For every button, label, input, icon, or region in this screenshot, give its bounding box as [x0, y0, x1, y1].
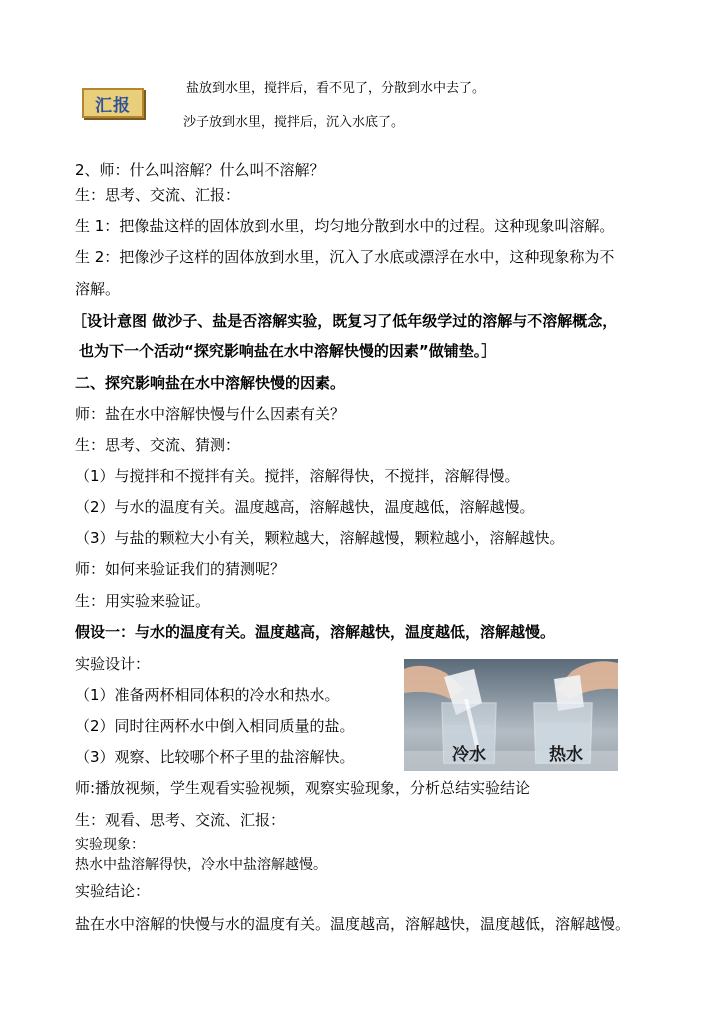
student-report-line: 生：观看、思考、交流、汇报： — [75, 811, 286, 829]
experiment-step: （2）同时往两杯水中倒入相同质量的盐。 — [75, 717, 355, 735]
hot-water-label: 热水 — [549, 745, 583, 765]
report-badge — [82, 88, 144, 118]
report-line-sand: 沙子放到水里，搅拌后，沉入水底了。 — [183, 115, 405, 130]
guess-item: （2）与水的温度有关。温度越高，溶解越快，温度越低，溶解越慢。 — [75, 498, 535, 516]
phenomenon-text: 热水中盐溶解得快，冷水中盐溶解越慢。 — [75, 857, 327, 873]
student1-answer: 生 1：把像盐这样的固体放到水里，均匀地分散到水中的过程。这种现象叫溶解。 — [75, 217, 615, 235]
phenomenon-label: 实验现象： — [75, 837, 145, 853]
hypothesis1-title: 假设一：与水的温度有关。温度越高，溶解越快，温度越低，溶解越慢。 — [75, 623, 556, 641]
student-guess-line: 生：思考、交流、猜测： — [75, 436, 241, 454]
cold-water-label: 冷水 — [452, 745, 486, 765]
section2-heading: 二、探究影响盐在水中溶解快慢的因素。 — [75, 374, 346, 392]
teacher-question-verify: 师：如何来验证我们的猜测呢？ — [75, 560, 286, 578]
report-line-salt: 盐放到水里，搅拌后，看不见了，分散到水中去了。 — [186, 81, 486, 96]
student-answer-verify: 生：用实验来验证。 — [75, 592, 211, 610]
design-intent-line1: ［设计意图 做沙子、盐是否溶解实验，既复习了低年级学过的溶解与不溶解概念， — [72, 312, 618, 330]
experiment-step: （3）观察、比较哪个杯子里的盐溶解快。 — [75, 748, 355, 766]
guess-item: （3）与盐的颗粒大小有关，颗粒越大，溶解越慢，颗粒越小，溶解越快。 — [75, 529, 565, 547]
conclusion-text: 盐在水中溶解的快慢与水的温度有关。温度越高，溶解越快，温度越低，溶解越慢。 — [75, 915, 631, 933]
conclusion-label: 实验结论： — [75, 882, 151, 900]
teacher-video-line: 师:播放视频，学生观看实验视频，观察实验现象，分析总结实验结论 — [75, 779, 531, 797]
student-think-line: 生：思考、交流、汇报： — [75, 186, 241, 204]
guess-item: （1）与搅拌和不搅拌有关。搅拌，溶解得快，不搅拌，溶解得慢。 — [75, 467, 520, 485]
experiment-photo — [404, 659, 618, 771]
beakers-illustration — [404, 659, 618, 771]
student2-answer-line2: 溶解。 — [75, 280, 121, 298]
teacher-question-dissolve: 2、师：什么叫溶解？什么叫不溶解？ — [75, 161, 325, 179]
experiment-design-label: 实验设计： — [75, 655, 151, 673]
experiment-step: （1）准备两杯相同体积的冷水和热水。 — [75, 686, 340, 704]
student2-answer-line1: 生 2：把像沙子这样的固体放到水里，沉入了水底或漂浮在水中，这种现象称为不 — [75, 248, 615, 266]
report-badge-label: 汇报 — [95, 95, 131, 116]
teacher-question-factors: 师：盐在水中溶解快慢与什么因素有关？ — [75, 405, 346, 423]
design-intent-line2: 也为下一个活动“探究影响盐在水中溶解快慢的因素”做铺垫。］ — [79, 342, 497, 360]
